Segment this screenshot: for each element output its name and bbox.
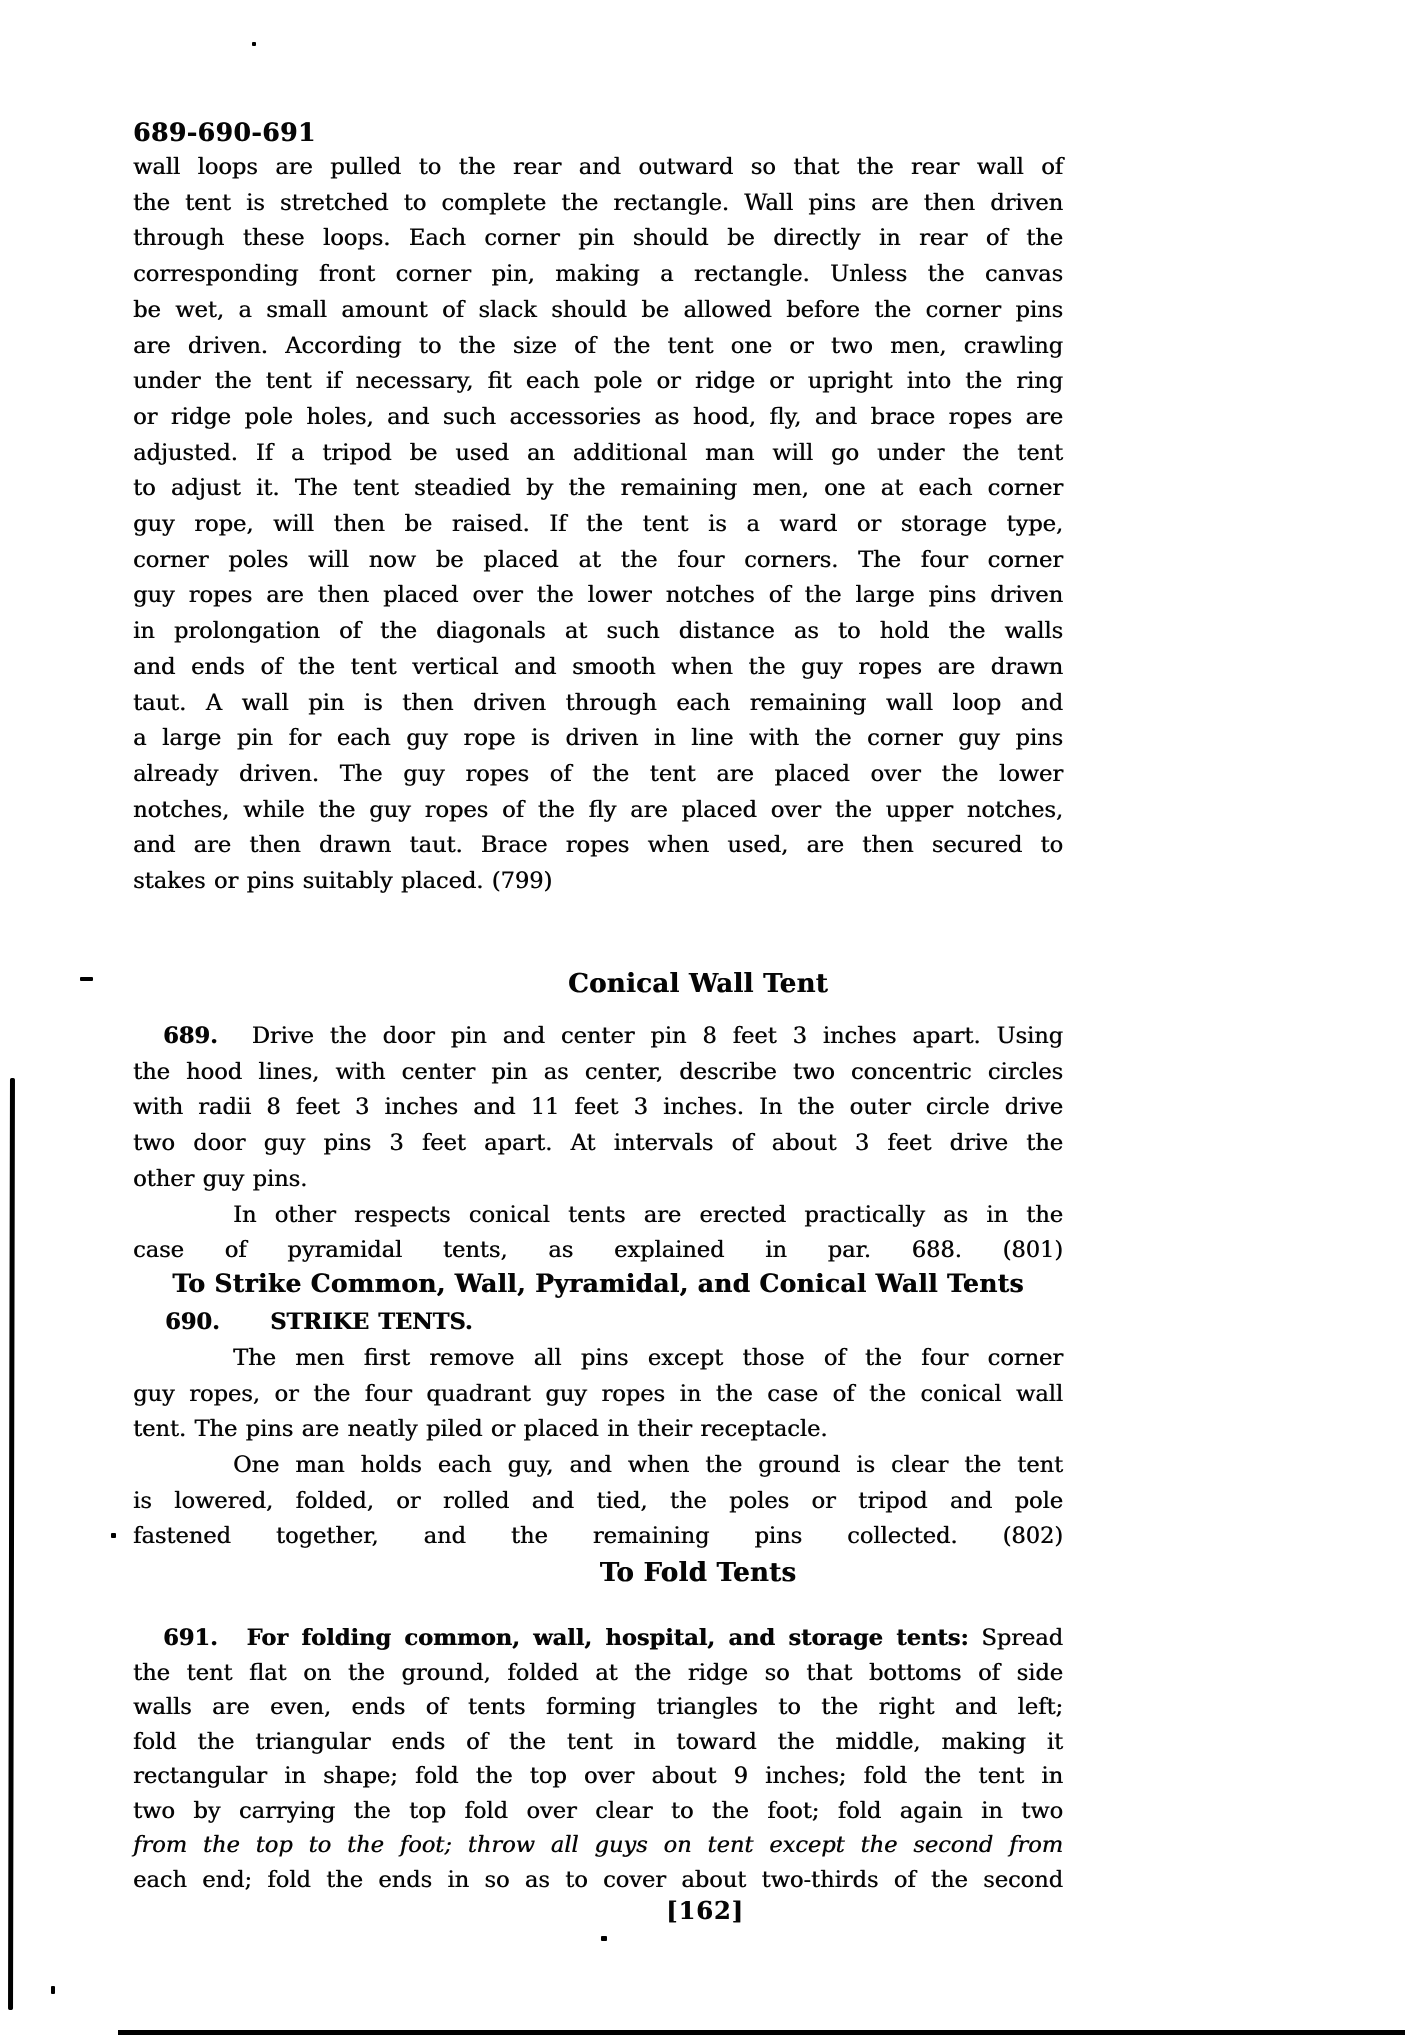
text-line bbox=[133, 150, 1063, 186]
text-line bbox=[133, 1055, 1063, 1091]
text-segment: stakes or pins suitably placed. (799) bbox=[133, 868, 553, 895]
text-line bbox=[133, 1828, 1063, 1863]
text-segment: the tent is stretched to complete the rectangle. Wall pins are then driven bbox=[133, 189, 1063, 216]
section-numbers-header: 689-690-691 bbox=[133, 118, 316, 147]
text-line bbox=[133, 1725, 1063, 1760]
text-line bbox=[133, 793, 1063, 829]
text-segment: the hood lines, with center pin as center, describe two concentric circles bbox=[133, 1058, 1063, 1085]
scan-edge-bar bbox=[118, 2030, 1405, 2035]
text-line bbox=[133, 1019, 1063, 1055]
text-segment: walls are even, ends of tents forming triangles to the right and left; bbox=[133, 1694, 1063, 1720]
text-segment: be wet, a small amount of slack should be allowed before the corner pins bbox=[133, 296, 1063, 323]
text-segment: Spread bbox=[981, 1625, 1063, 1651]
text-segment: with radii 8 feet 3 inches and 11 feet 3 inches. In the outer circle drive bbox=[133, 1094, 1063, 1121]
text-segment: in prolongation of the diagonals at such distance as to hold the walls bbox=[133, 618, 1063, 645]
scan-speck bbox=[51, 1986, 55, 1994]
text-line bbox=[133, 507, 1063, 543]
text-segment: 689. bbox=[163, 1023, 218, 1049]
text-segment: or ridge pole holes, and such accessories as hood, fly, and brace ropes are bbox=[133, 403, 1063, 430]
text-line bbox=[133, 1484, 1063, 1520]
text-line bbox=[133, 1198, 1063, 1234]
text-segment: two by carrying the top fold over clear to the foot; fold again in two bbox=[133, 1797, 1063, 1824]
text-segment: are driven. According to the size of the tent one or two men, crawling bbox=[133, 332, 1063, 359]
text-line bbox=[133, 471, 1063, 507]
text-line bbox=[133, 1126, 1063, 1162]
text-line bbox=[133, 757, 1063, 793]
text-segment: each end; fold the ends in so as to cover about two-thirds of the second bbox=[133, 1866, 1063, 1893]
paragraph-intro bbox=[133, 150, 1063, 900]
text-segment: In other respects conical tents are erected practically as in the bbox=[233, 1201, 1063, 1228]
text-line bbox=[133, 614, 1063, 650]
paragraph-690-b bbox=[133, 1448, 1063, 1555]
text-line bbox=[133, 1690, 1063, 1725]
text-segment: corner poles will now be placed at the four corners. The four corner bbox=[133, 546, 1063, 573]
text-segment: case of pyramidal tents, as explained in par. 688. (801) bbox=[133, 1237, 1063, 1264]
text-segment: and ends of the tent vertical and smooth when the guy ropes are drawn bbox=[133, 653, 1063, 680]
heading-conical-wall-tent: Conical Wall Tent bbox=[568, 969, 828, 999]
paragraph-691 bbox=[133, 1621, 1063, 1897]
text-segment: notches, while the guy ropes of the fly are placed over the upper notches, bbox=[133, 796, 1063, 823]
text-line bbox=[133, 1448, 1063, 1484]
text-line bbox=[133, 257, 1063, 293]
text-line bbox=[133, 864, 1063, 900]
heading-to-strike-tents: To Strike Common, Wall, Pyramidal, and Conical Wall Tents bbox=[172, 1269, 1024, 1298]
text-line bbox=[133, 543, 1063, 579]
text-line bbox=[133, 1233, 1063, 1269]
text-segment: from the top to the foot; throw all guys on tent except the second from bbox=[133, 1832, 1063, 1858]
text-segment: Drive the door pin and center pin 8 feet 3 inches apart. Using bbox=[251, 1023, 1064, 1049]
page-number: [162] bbox=[666, 1896, 744, 1925]
paragraph-690-title bbox=[133, 1305, 1063, 1341]
text-line bbox=[133, 1341, 1063, 1377]
text-segment: fold the triangular ends of the tent in toward the middle, making it bbox=[133, 1728, 1063, 1755]
text-segment: tent. The pins are neatly piled or placed in their receptacle. bbox=[133, 1416, 828, 1443]
text-line bbox=[133, 293, 1063, 329]
text-segment: 690. bbox=[165, 1309, 220, 1335]
scan-margin-dash bbox=[80, 977, 93, 981]
text-segment: wall loops are pulled to the rear and outward so that the rear wall of bbox=[133, 154, 1063, 180]
text-line bbox=[133, 1519, 1063, 1555]
text-line bbox=[133, 1863, 1063, 1898]
text-segment: the tent flat on the ground, folded at the ridge so that bottoms of side bbox=[133, 1659, 1063, 1686]
text-segment: already driven. The guy ropes of the tent are placed over the lower bbox=[133, 760, 1063, 787]
scan-speck bbox=[601, 1936, 607, 1941]
text-segment: The men first remove all pins except those of the four corner bbox=[233, 1345, 1063, 1371]
text-segment: under the tent if necessary, fit each pole or ridge or upright into the ring bbox=[133, 368, 1063, 395]
scan-gutter-line bbox=[8, 1078, 15, 2010]
text-segment: corresponding front corner pin, making a rectangle. Unless the canvas bbox=[133, 261, 1063, 288]
text-line bbox=[133, 1377, 1063, 1413]
text-line bbox=[133, 1621, 1063, 1656]
text-segment: guy ropes are then placed over the lower notches of the large pins driven bbox=[133, 582, 1063, 609]
text-line bbox=[133, 828, 1063, 864]
text-line bbox=[133, 1656, 1063, 1691]
text-line bbox=[133, 221, 1063, 257]
text-segment: guy ropes, or the four quadrant guy ropes in the case of the conical wall bbox=[133, 1380, 1063, 1407]
text-segment: 691. bbox=[163, 1625, 218, 1651]
text-segment: other guy pins. bbox=[133, 1165, 308, 1192]
text-line bbox=[133, 329, 1063, 365]
text-line bbox=[133, 436, 1063, 472]
text-line bbox=[133, 1090, 1063, 1126]
text-segment: STRIKE TENTS. bbox=[270, 1309, 473, 1335]
text-segment: and are then drawn taut. Brace ropes when used, are then secured to bbox=[133, 832, 1063, 859]
text-line bbox=[133, 1162, 1063, 1198]
text-line bbox=[133, 686, 1063, 722]
text-segment: a large pin for each guy rope is driven in line with the corner guy pins bbox=[133, 725, 1063, 752]
text-segment: taut. A wall pin is then driven through each remaining wall loop and bbox=[133, 689, 1063, 716]
text-line bbox=[133, 1412, 1063, 1448]
text-segment: through these loops. Each corner pin should be directly in rear of the bbox=[133, 225, 1063, 252]
scan-speck bbox=[252, 42, 256, 46]
text-line bbox=[133, 400, 1063, 436]
text-line bbox=[133, 1759, 1063, 1794]
text-segment: One man holds each guy, and when the ground is clear the tent bbox=[233, 1452, 1063, 1478]
paragraph-689 bbox=[133, 1019, 1063, 1269]
text-segment: two door guy pins 3 feet apart. At intervals of about 3 feet drive the bbox=[133, 1130, 1063, 1157]
paragraph-690-a bbox=[133, 1341, 1063, 1448]
text-line bbox=[133, 1794, 1063, 1829]
text-segment: to adjust it. The tent steadied by the remaining men, one at each corner bbox=[133, 475, 1063, 502]
text-segment: adjusted. If a tripod be used an additional man will go under the tent bbox=[133, 439, 1063, 466]
text-line bbox=[133, 650, 1063, 686]
text-segment: guy rope, will then be raised. If the tent is a ward or storage type, bbox=[133, 511, 1063, 538]
text-line bbox=[133, 364, 1063, 400]
text-segment: For folding common, wall, hospital, and storage tents: bbox=[246, 1625, 969, 1651]
scan-speck bbox=[111, 1533, 116, 1538]
text-line bbox=[133, 186, 1063, 222]
text-line bbox=[133, 1305, 1063, 1341]
text-segment: is lowered, folded, or rolled and tied, the poles or tripod and pole bbox=[133, 1487, 1063, 1514]
text-segment: fastened together, and the remaining pins collected. (802) bbox=[133, 1523, 1063, 1550]
text-line bbox=[133, 721, 1063, 757]
text-segment: rectangular in shape; fold the top over about 9 inches; fold the tent in bbox=[133, 1763, 1063, 1789]
heading-to-fold-tents: To Fold Tents bbox=[599, 1558, 797, 1588]
text-line bbox=[133, 578, 1063, 614]
